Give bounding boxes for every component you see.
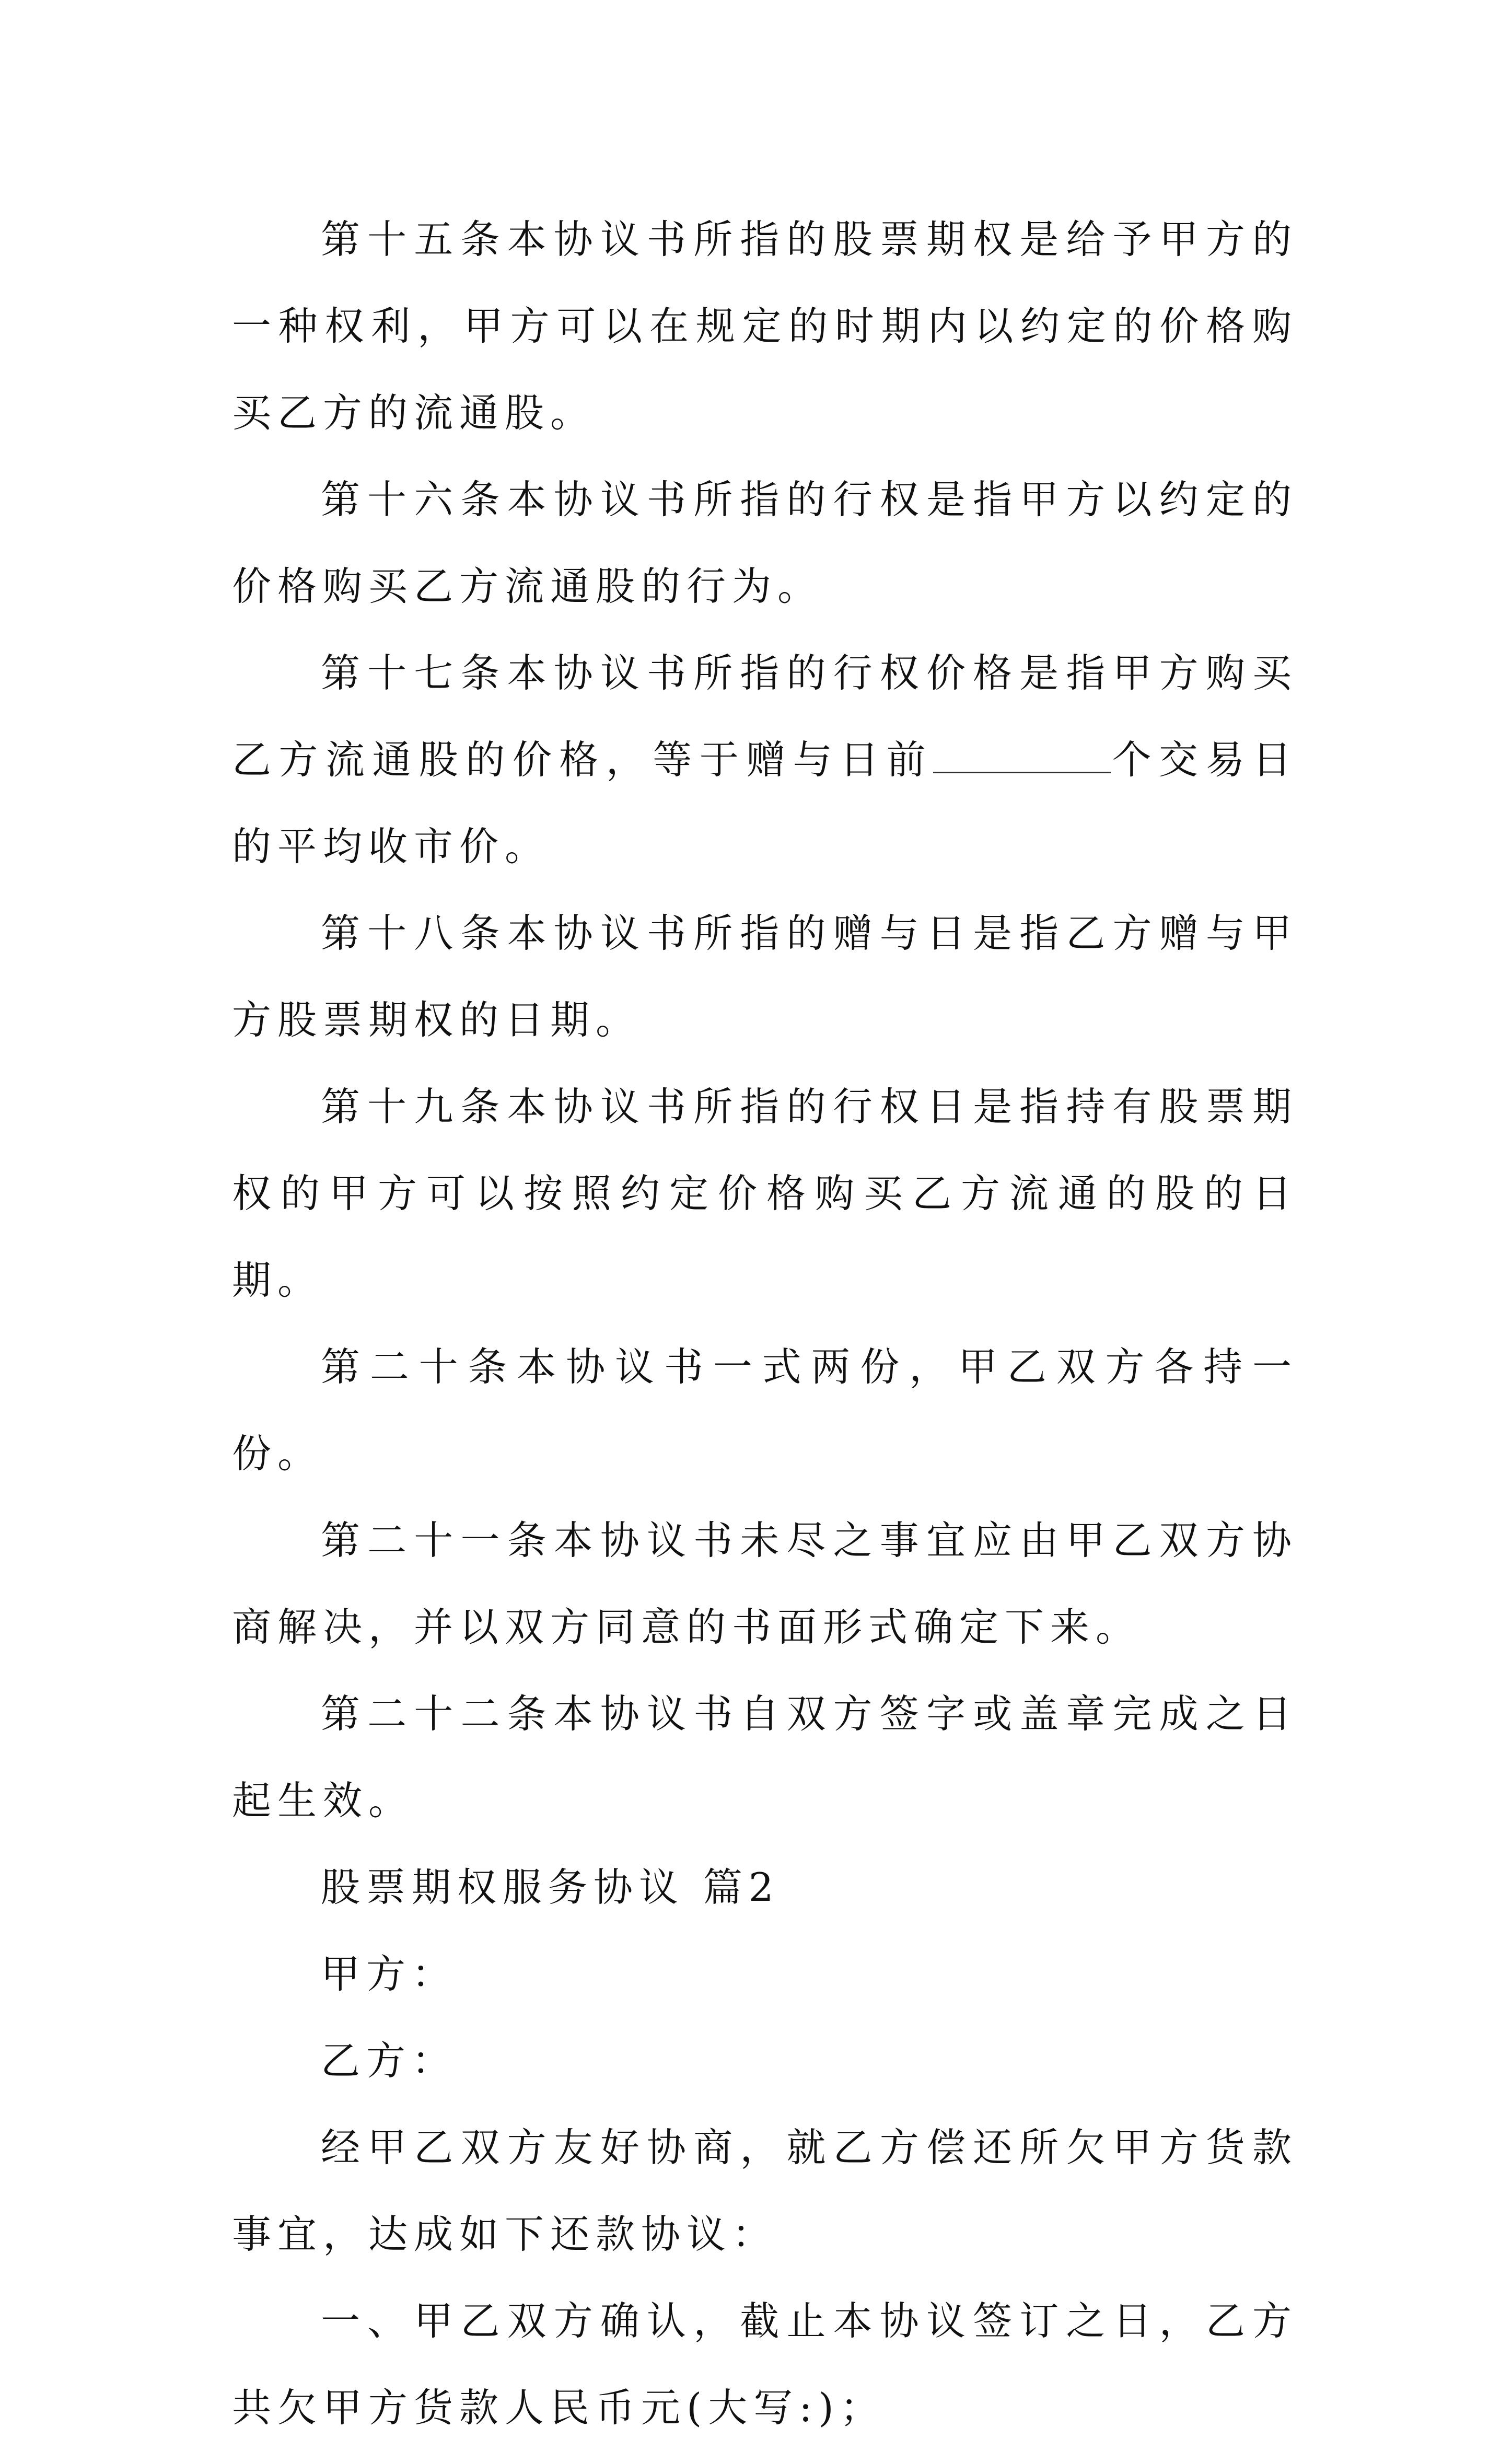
clause-21: 第二十一条本协议书未尽之事宜应由甲乙双方协商解决，并以双方同意的书面形式确定下来。 bbox=[232, 1517, 1298, 1650]
preamble-paragraph: 经甲乙双方友好协商，就乙方偿还所欠甲方货款事宜，达成如下还款协议： bbox=[232, 2124, 1298, 2257]
clause-17-text-start: 第十七条本协议书所指的行权价格是指甲方购买乙方流通股的价格，等于赠与日前 bbox=[232, 650, 1298, 783]
item-one-paragraph: 一、甲乙双方确认，截止本协议签订之日，乙方共欠甲方货款人民币元(大写:)； bbox=[232, 2298, 1298, 2431]
clause-16: 第十六条本协议书所指的行权是指甲方以约定的价格购买乙方流通股的行为。 bbox=[232, 477, 1298, 609]
clause-22: 第二十二条本协议书自双方签字或盖章完成之日起生效。 bbox=[232, 1691, 1298, 1823]
fill-in-blank bbox=[933, 740, 1111, 773]
party-b-line: 乙方： bbox=[321, 2038, 458, 2084]
section-heading: 股票期权服务协议 篇2 bbox=[321, 1864, 780, 1910]
clause-17 bbox=[232, 630, 1298, 890]
clause-18: 第十八条本协议书所指的赠与日是指乙方赠与甲方股票期权的日期。 bbox=[232, 910, 1298, 1043]
clause-17-text-end: 个交易日的平均收市价。 bbox=[232, 737, 1298, 869]
clause-20: 第二十条本协议书一式两份，甲乙双方各持一份。 bbox=[232, 1344, 1298, 1477]
clause-15: 第十五条本协议书所指的股票期权是给予甲方的一种权利，甲方可以在规定的时期内以约定的价格购买乙方的流通股。 bbox=[232, 216, 1298, 436]
document-body bbox=[232, 196, 1298, 2451]
clause-19: 第十九条本协议书所指的行权日是指持有股票期权的甲方可以按照约定价格购买乙方流通的股的日期。 bbox=[232, 1084, 1298, 1303]
party-a-line: 甲方： bbox=[321, 1951, 458, 1997]
